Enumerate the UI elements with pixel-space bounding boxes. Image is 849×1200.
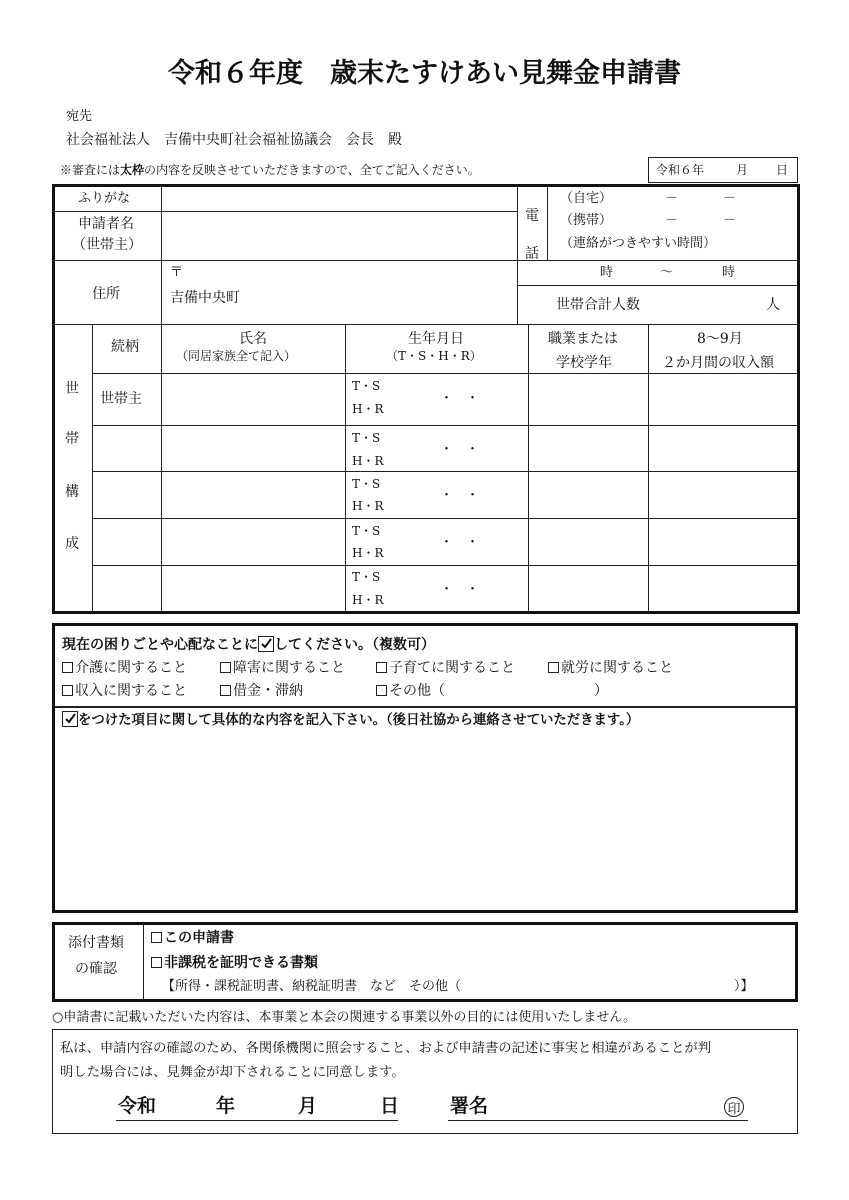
- concerns-question: 現在の困りごとや心配なことに してください。（複数可）: [62, 637, 435, 653]
- row-1-era2: H・R: [352, 402, 384, 416]
- signature-underline: [448, 1120, 748, 1121]
- phone-mobile-label: （携帯）: [560, 213, 613, 228]
- notice-text: ※審査には太枠の内容を反映させていただきますので、全てご記入ください。: [60, 163, 480, 177]
- date-day: 日: [776, 163, 789, 177]
- contact-hour-2: 時: [722, 265, 736, 280]
- header-job-sub: 学校学年: [556, 355, 612, 371]
- details-field[interactable]: [56, 734, 794, 909]
- row-1-era1: T・S: [352, 379, 381, 393]
- option-income[interactable]: 収入に関すること: [62, 684, 187, 698]
- seal-icon: [724, 1097, 744, 1117]
- attachments-label-2: の確認: [75, 961, 117, 977]
- consent-year: 年: [216, 1095, 236, 1117]
- row-4-dots: ・ ・: [440, 535, 480, 550]
- row-3-era2: H・R: [352, 499, 384, 513]
- option-care[interactable]: 介護に関すること: [62, 661, 187, 675]
- row-1-dots: ・ ・: [440, 391, 480, 406]
- notice-bold: 太枠: [120, 163, 145, 177]
- checkbox-icon[interactable]: [376, 685, 387, 696]
- household-side-2: 帯: [65, 431, 79, 447]
- attachment-item-application[interactable]: この申請書: [151, 931, 234, 945]
- header-name: 氏名: [239, 331, 267, 347]
- contact-tilde: ～: [660, 265, 674, 280]
- phone-home-label: （自宅）: [560, 191, 613, 206]
- attachment-item-examples-end: ）】: [734, 979, 754, 994]
- option-debt[interactable]: 借金・滞納: [220, 684, 303, 698]
- header-dob-sub: （T・S・H・R）: [386, 349, 482, 363]
- header-income: 8～9月: [697, 331, 743, 347]
- header-dob: 生年月日: [408, 331, 464, 347]
- consent-era: 令和: [118, 1095, 157, 1117]
- applicant-name-sub: （世帯主）: [72, 237, 142, 253]
- header-relation: 続柄: [111, 339, 139, 355]
- row-2-era2: H・R: [352, 454, 384, 468]
- seal-char: 印: [727, 1102, 741, 1117]
- consent-month: 月: [298, 1095, 318, 1117]
- option-disability[interactable]: 障害に関すること: [220, 661, 345, 675]
- phone-label-1: 電: [525, 208, 539, 224]
- row-3-era1: T・S: [352, 477, 381, 491]
- contact-time-label: （連絡がつきやすい時間）: [560, 236, 717, 251]
- addressee-name: 社会福祉法人 吉備中央町社会福祉協議会 会長 殿: [66, 132, 402, 148]
- phone-label-2: 話: [525, 246, 539, 262]
- checkbox-icon[interactable]: [376, 662, 387, 673]
- date-era: 令和６年: [656, 163, 705, 177]
- row-3-dots: ・ ・: [440, 488, 480, 503]
- attachment-item-examples: 【所得・課税証明書、納税証明書 など その他（: [162, 979, 462, 994]
- contact-hour-1: 時: [600, 265, 614, 280]
- header-income-sub: ２か月間の収入額: [662, 355, 774, 371]
- checkbox-icon[interactable]: [151, 957, 162, 968]
- consent-date-field[interactable]: [116, 1094, 398, 1120]
- checkbox-icon[interactable]: [62, 662, 73, 673]
- consent-line-1: 私は、申請内容の確認のため、各関係機関に照会すること、および申請書の記述に事実と相違があることが判: [60, 1041, 712, 1056]
- checkmark-icon: [258, 636, 274, 652]
- option-other[interactable]: その他（: [376, 684, 445, 698]
- option-childcare[interactable]: 子育てに関すること: [376, 661, 515, 675]
- consent-day: 日: [380, 1095, 400, 1117]
- row-2-dots: ・ ・: [440, 442, 480, 457]
- attachments-label-1: 添付書類: [68, 935, 124, 951]
- furigana-label: ふりがな: [78, 191, 131, 206]
- checkbox-icon[interactable]: [151, 932, 162, 943]
- household-total-unit: 人: [766, 297, 780, 313]
- page-title: 令和６年度 歳末たすけあい見舞金申請書: [168, 58, 681, 89]
- household-total-label: 世帯合計人数: [556, 297, 640, 313]
- household-side-4: 成: [65, 536, 79, 552]
- row-1-relation[interactable]: 世帯主: [100, 391, 142, 407]
- address-label: 住所: [92, 286, 120, 302]
- header-name-sub: （同居家族全て記入）: [176, 349, 297, 363]
- phone-home-dash-2: －: [723, 191, 737, 206]
- row-5-era2: H・R: [352, 593, 384, 607]
- row-5-dots: ・ ・: [440, 582, 480, 597]
- address-value[interactable]: 吉備中央町: [170, 290, 240, 306]
- row-4-era2: H・R: [352, 546, 384, 560]
- details-prompt: をつけた項目に関して具体的な内容を記入下さい。（後日社協から連絡させていただきます。）: [62, 711, 639, 727]
- phone-home-dash-1: －: [665, 191, 679, 206]
- household-side-3: 構: [65, 484, 79, 500]
- attachment-item-tax-proof[interactable]: 非課税を証明できる書類: [151, 956, 318, 970]
- row-2-era1: T・S: [352, 431, 381, 445]
- privacy-note: ○申請書に記載いただいた内容は、本事業と本会の関連する事業以外の目的には使用いたしません。: [52, 1010, 637, 1025]
- date-underline: [116, 1120, 398, 1121]
- checkbox-icon[interactable]: [62, 685, 73, 696]
- checkbox-icon[interactable]: [548, 662, 559, 673]
- option-employment[interactable]: 就労に関すること: [548, 661, 673, 675]
- household-side-1: 世: [65, 381, 79, 397]
- checkmark-icon: [62, 711, 78, 727]
- row-5-era1: T・S: [352, 570, 381, 584]
- applicant-name-label: 申請者名: [78, 216, 134, 232]
- applicant-name-field[interactable]: [162, 212, 516, 260]
- phone-mobile-dash-1: －: [665, 213, 679, 228]
- phone-mobile-dash-2: －: [723, 213, 737, 228]
- consent-line-2: 明した場合には、見舞金が却下されることに同意します。: [60, 1065, 405, 1080]
- furigana-field[interactable]: [162, 188, 516, 211]
- date-month: 月: [736, 163, 749, 177]
- postal-mark: 〒: [170, 265, 184, 280]
- addressee-label: 宛先: [66, 109, 93, 124]
- row-4-era1: T・S: [352, 524, 381, 538]
- signature-label: 署名: [450, 1095, 489, 1117]
- option-other-close: ）: [594, 683, 608, 699]
- checkbox-icon[interactable]: [220, 662, 231, 673]
- checkbox-icon[interactable]: [220, 685, 231, 696]
- header-job: 職業または: [548, 331, 618, 347]
- signature-field[interactable]: [500, 1094, 720, 1120]
